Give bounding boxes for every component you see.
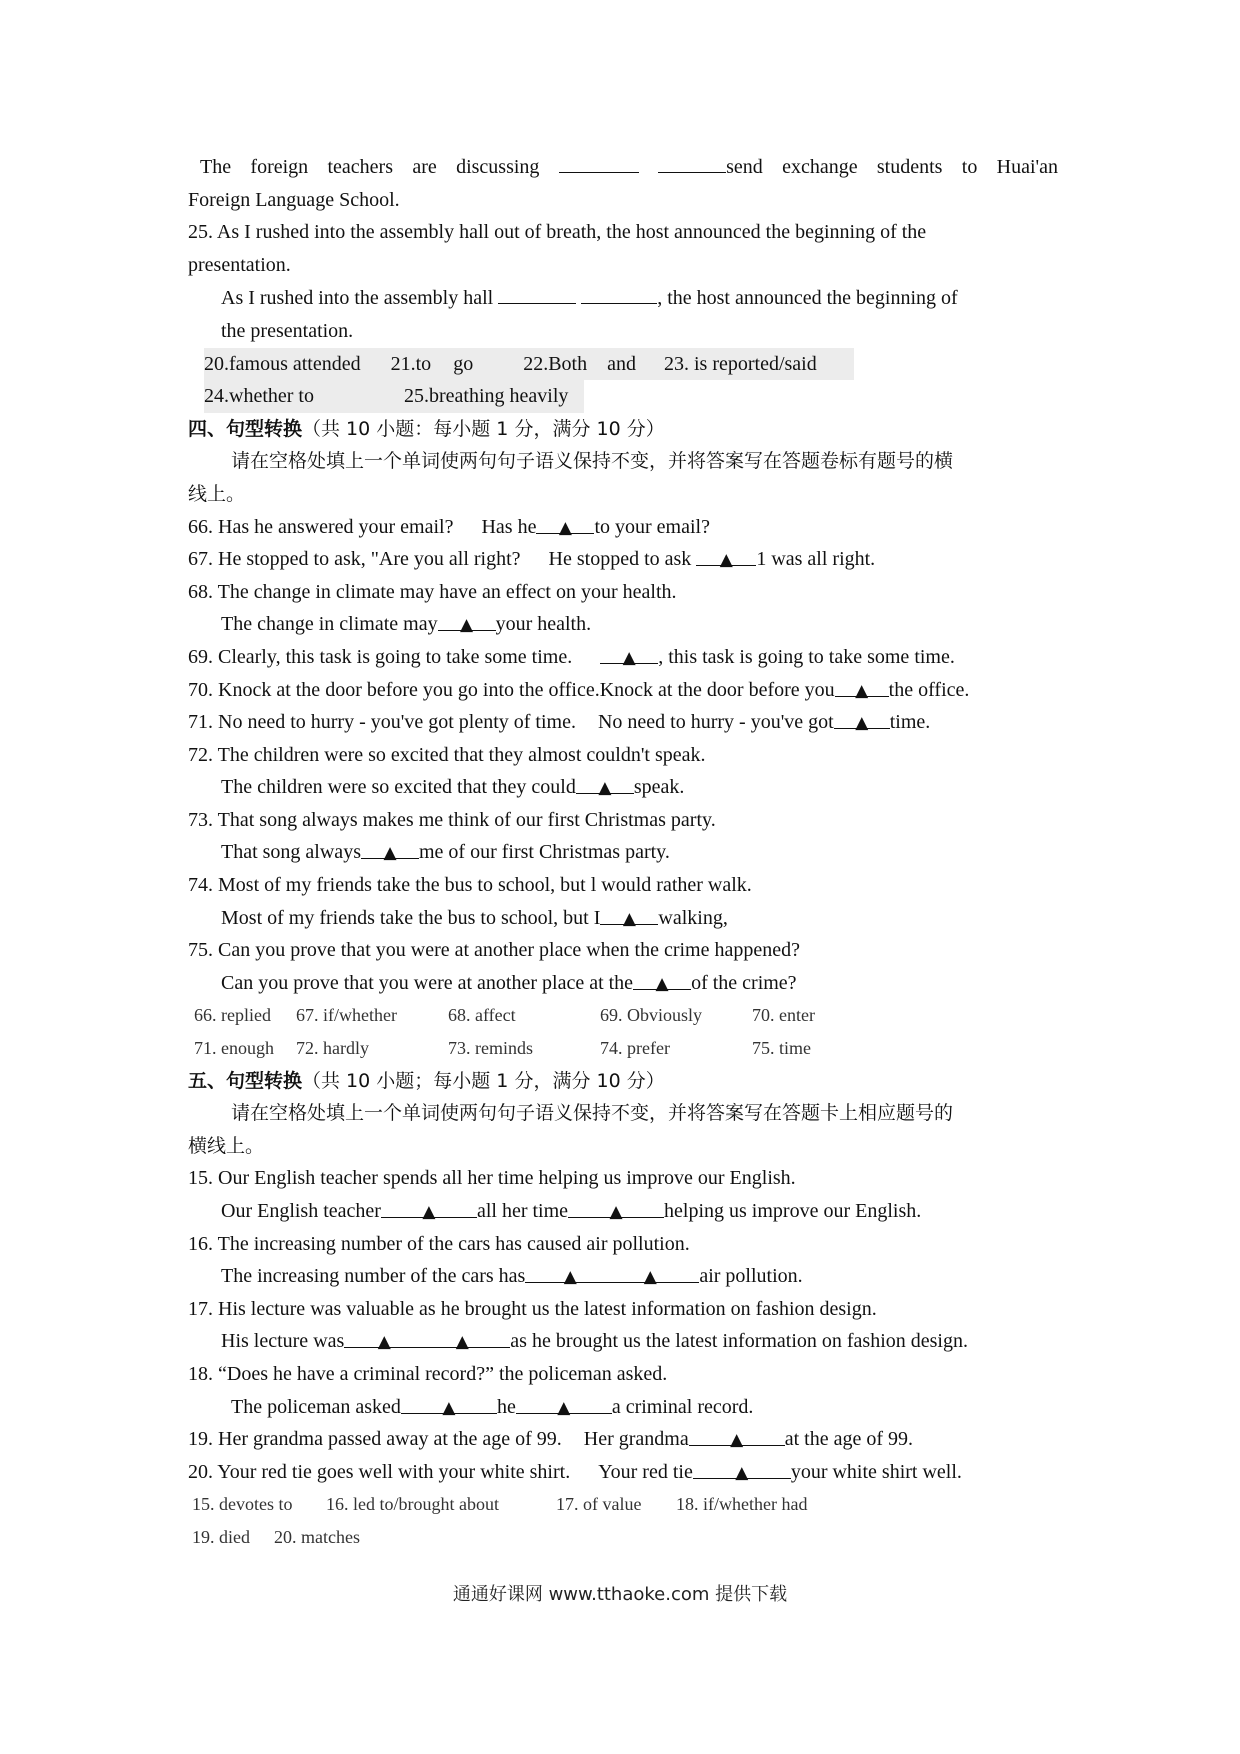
answer-blank: ▲ xyxy=(600,641,658,664)
question-24-rewrite-cont: Foreign Language School. xyxy=(188,188,400,211)
question-17-rewrite: His lecture was ▲ ▲ as he brought us the latest information on fashion design. xyxy=(188,1325,1058,1358)
answer-blank: ▲ xyxy=(516,1391,612,1414)
footer-credit: 通通好课网 www.tthaoke.com 提供下载 xyxy=(452,1584,788,1605)
answer-blank: ▲ xyxy=(693,1456,791,1479)
answer-blank: ▲ xyxy=(438,608,496,631)
question-74: 74. Most of my friends take the bus to school, but l would rather walk. xyxy=(188,874,752,897)
question-68: 68. The change in climate may have an effect on your health. xyxy=(188,580,677,603)
question-73: 73. That song always makes me think of our first Christmas party. xyxy=(188,808,716,831)
answer-blank: ▲ xyxy=(361,836,419,859)
answer-blank: ▲ xyxy=(600,902,658,925)
question-18: 18. “Does he have a criminal record?” the policeman asked. xyxy=(188,1362,668,1385)
question-15: 15. Our English teacher spends all her time helping us improve our English. xyxy=(188,1167,796,1190)
question-25: 25. As I rushed into the assembly hall out of breath, the host announced the beginning of the xyxy=(188,221,927,244)
question-70: 70. Knock at the door before you go into the office.Knock at the door before you ▲ the office. xyxy=(188,674,1058,707)
question-74-rewrite: Most of my friends take the bus to school, but I ▲ walking, xyxy=(188,902,1058,935)
question-66: 66. Has he answered your email? Has he ▲ to your email? xyxy=(188,511,1058,544)
answer-blank: ▲ xyxy=(633,967,691,990)
answer-key-row: 24.whether to 25.breathing heavily xyxy=(188,380,1058,413)
answer-key-row: 66. replied 67. if/whether 68. affect 69. Obviously 70. enter xyxy=(194,1005,815,1026)
question-25-cont: presentation. xyxy=(188,253,291,276)
question-75: 75. Can you prove that you were at another place when the crime happened? xyxy=(188,939,800,962)
answer-blank: ▲ xyxy=(696,543,756,566)
answer-blank: ▲ ▲ xyxy=(344,1325,510,1348)
answer-blank: ▲ ▲ xyxy=(525,1260,699,1283)
answer-blank: ▲ xyxy=(381,1195,477,1218)
document-page xyxy=(188,150,1058,1554)
question-75-rewrite: Can you prove that you were at another place at the ▲ of the crime? xyxy=(188,967,1058,1000)
answer-blank: ▲ xyxy=(834,706,890,729)
section-4-heading: 四、句型转换（共 10 小题：每小题 1 分，满分 10 分） xyxy=(188,417,665,440)
answer-blank xyxy=(559,150,639,173)
answer-blank: ▲ xyxy=(689,1423,785,1446)
section-5-heading: 五、句型转换（共 10 小题；每小题 1 分，满分 10 分） xyxy=(188,1069,665,1092)
answer-blank: ▲ xyxy=(536,511,594,534)
section-4-instruction-cont: 线上。 xyxy=(188,482,246,505)
answer-blank xyxy=(658,150,726,173)
question-67: 67. He stopped to ask, "Are you all right? He stopped to ask ▲ 1 was all right. xyxy=(188,543,1058,576)
question-25-rewrite-cont: the presentation. xyxy=(221,319,354,342)
question-73-rewrite: That song always ▲ me of our first Christmas party. xyxy=(188,836,1058,869)
answer-blank xyxy=(581,281,657,304)
question-16-rewrite: The increasing number of the cars has ▲ ▲ air pollution. xyxy=(188,1260,1058,1293)
question-71: 71. No need to hurry - you've got plenty of time. No need to hurry - you've got ▲ time. xyxy=(188,706,1058,739)
question-24-rewrite: The foreign teachers are discussing send exchange students to Huai'an xyxy=(188,150,1058,184)
answer-blank xyxy=(498,281,576,304)
question-15-rewrite: Our English teacher ▲ all her time ▲ helping us improve our English. xyxy=(188,1195,1058,1228)
answer-blank: ▲ xyxy=(576,771,634,794)
question-25-rewrite: As I rushed into the assembly hall , the host announced the beginning of xyxy=(188,281,1058,315)
question-72-rewrite: The children were so excited that they could ▲ speak. xyxy=(188,771,1058,804)
question-16: 16. The increasing number of the cars has caused air pollution. xyxy=(188,1232,690,1255)
answer-key-row: 71. enough 72. hardly 73. reminds 74. prefer 75. time xyxy=(194,1038,811,1059)
section-5-instruction: 请在空格处填上一个单词使两句句子语义保持不变，并将答案写在答题卡上相应题号的 xyxy=(231,1102,954,1125)
section-4-instruction: 请在空格处填上一个单词使两句句子语义保持不变，并将答案写在答题卷标有题号的横 xyxy=(231,450,954,473)
answer-blank: ▲ xyxy=(835,674,889,697)
question-69: 69. Clearly, this task is going to take some time. ▲ , this task is going to take some time. xyxy=(188,641,1058,674)
section-5-instruction-cont: 横线上。 xyxy=(188,1134,265,1157)
answer-blank: ▲ xyxy=(401,1391,497,1414)
question-20: 20. Your red tie goes well with your white shirt. Your red tie ▲ your white shirt well. xyxy=(188,1456,1058,1489)
answer-key-row: 19. died 20. matches xyxy=(192,1526,360,1547)
answer-key-row: 20.famous attended 21.to go 22.Both and 23. is reported/said xyxy=(188,348,1058,381)
answer-key-row: 15. devotes to 16. led to/brought about 17. of value 18. if/whether had xyxy=(192,1494,808,1515)
answer-blank: ▲ xyxy=(568,1195,664,1218)
question-17: 17. His lecture was valuable as he brought us the latest information on fashion design. xyxy=(188,1297,877,1320)
question-68-rewrite: The change in climate may ▲ your health. xyxy=(188,608,1058,641)
question-72: 72. The children were so excited that they almost couldn't speak. xyxy=(188,743,706,766)
question-18-rewrite: The policeman asked ▲ he ▲ a criminal record. xyxy=(188,1391,1058,1424)
question-19: 19. Her grandma passed away at the age of 99. Her grandma ▲ at the age of 99. xyxy=(188,1423,1058,1456)
